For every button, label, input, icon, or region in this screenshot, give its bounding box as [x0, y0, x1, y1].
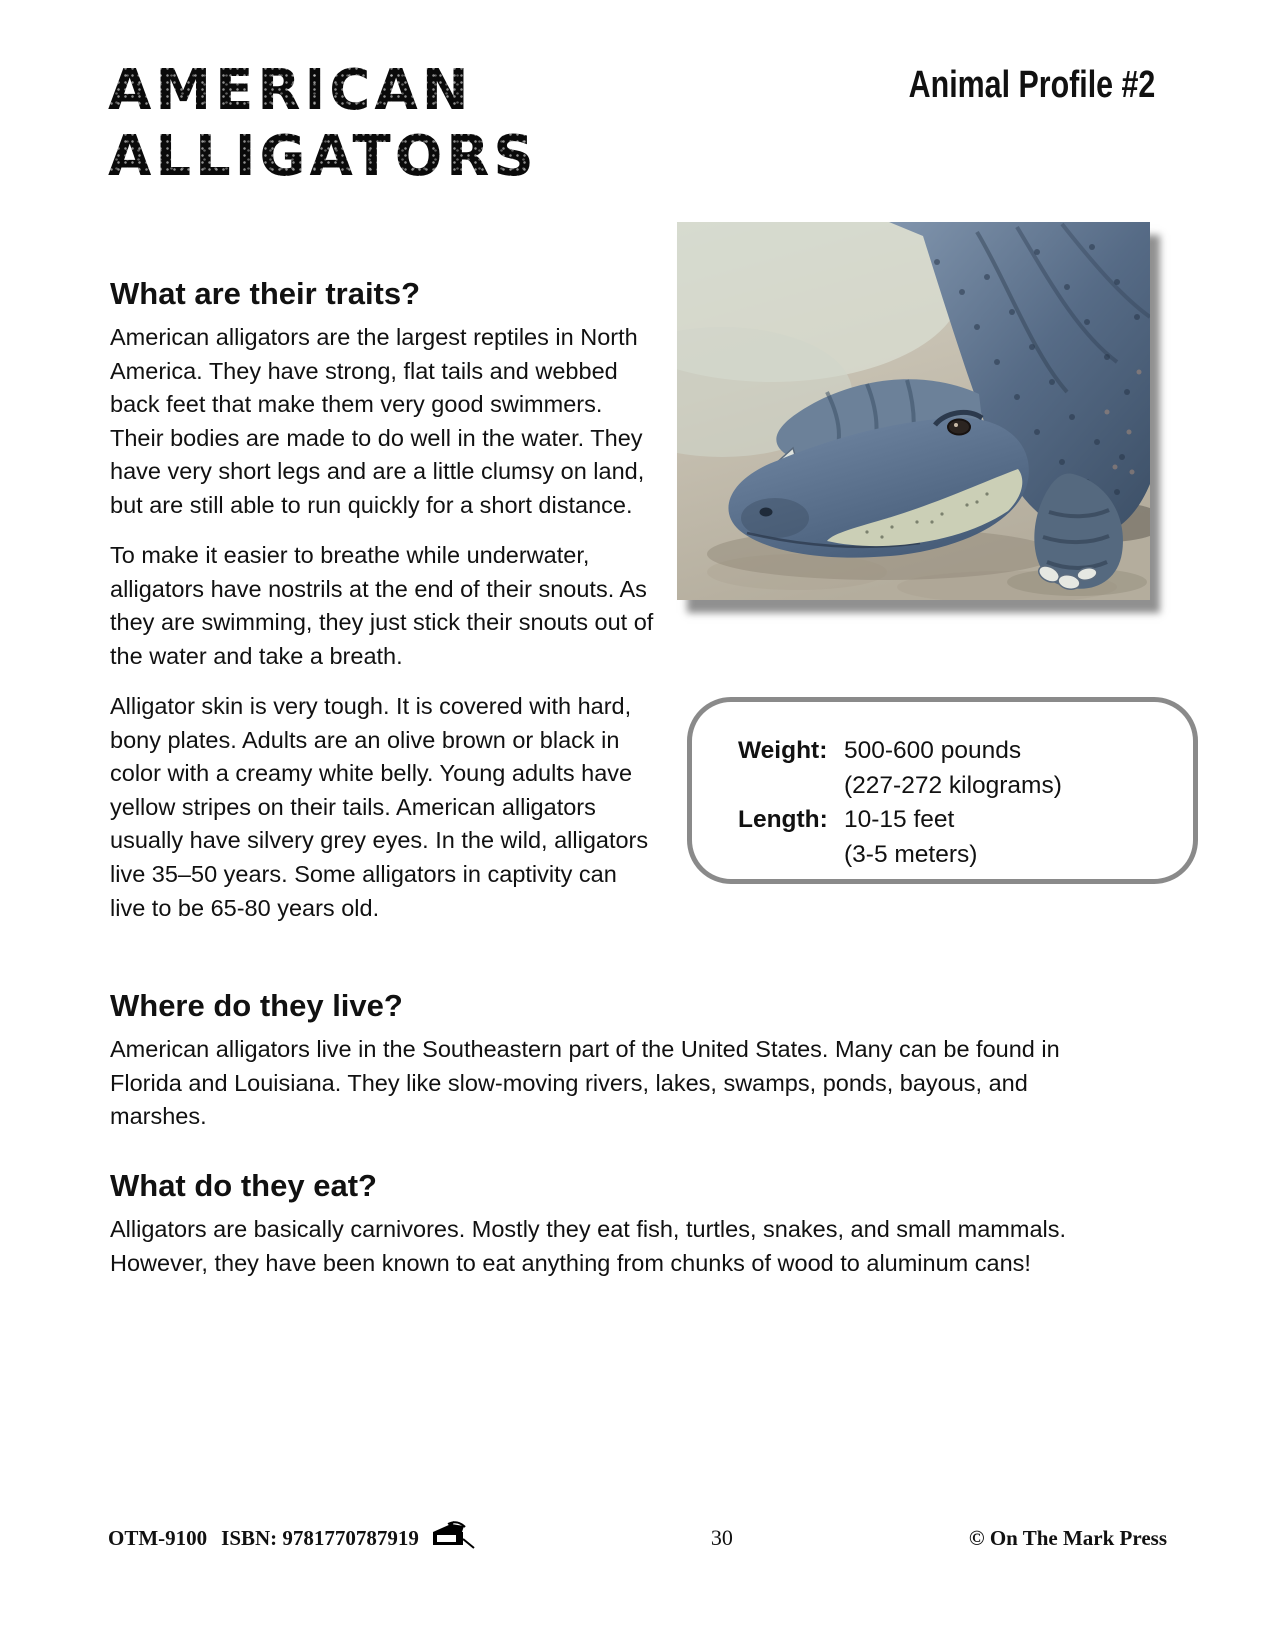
habitat-paragraph: American alligators live in the Southeastern part of the United States. Many can be found in Florida and Louisiana. They like slow-moving rivers, lakes, swamps, ponds, bayous, and marshes.	[110, 1036, 1060, 1130]
page-title-line2: ALLIGATORS	[108, 124, 538, 189]
length-metric: (3-5 meters)	[844, 840, 978, 868]
weight-label: Weight:	[738, 737, 828, 764]
stats-grid	[692, 702, 1193, 872]
weight-value: 500-600 pounds	[844, 737, 1022, 764]
product-code: OTM-9100	[108, 1525, 208, 1550]
traits-paragraph-1: American alligators are the largest reptiles in North America. They have strong, flat tails and webbed back feet that make them very good swimmers. Their bodies are made to do well in the water. They have very short legs and are a little clumsy on land, but are still able to run quickly for a short distance.	[110, 324, 645, 518]
length-label: Length:	[738, 806, 828, 833]
stats-box	[687, 697, 1198, 884]
length-value: 10-15 feet	[844, 806, 955, 833]
page-number: 30	[710, 1525, 733, 1550]
isbn: ISBN: 9781770787919	[221, 1525, 419, 1550]
photocopier-icon	[431, 1520, 475, 1556]
animal-profile-label: Animal Profile #2	[908, 64, 1155, 106]
page-title-line1: AMERICAN	[108, 58, 538, 124]
section-habitat	[110, 988, 1122, 1150]
page-title	[108, 58, 538, 190]
copyright: © On The Mark Press	[968, 1525, 1167, 1550]
alligator-photo	[677, 222, 1150, 600]
diet-heading: What do they eat?	[110, 1168, 377, 1203]
traits-heading: What are their traits?	[110, 276, 421, 311]
page-footer	[108, 1520, 1167, 1556]
habitat-heading: Where do they live?	[110, 988, 403, 1023]
diet-paragraph: Alligators are basically carnivores. Mostly they eat fish, turtles, snakes, and small mammals. However, they have been known to eat anything from chunks of wood to aluminum cans!	[110, 1216, 1067, 1276]
footer-left	[108, 1520, 475, 1556]
section-traits	[110, 276, 655, 942]
alligator-illustration	[677, 222, 1150, 600]
traits-paragraph-3: Alligator skin is very tough. It is covered with hard, bony plates. Adults are an olive brown or black in color with a creamy white belly. Young adults have yellow stripes on their tails. American alligators usually have silvery grey eyes. In the wild, alligators live 35–50 years. Some alligators in captivity can live to be 65-80 years old.	[110, 692, 649, 921]
section-diet	[110, 1168, 1122, 1297]
weight-metric: (227-272 kilograms)	[844, 771, 1062, 799]
traits-paragraph-2: To make it easier to breathe while underwater, alligators have nostrils at the end of their snouts. As they are swimming, they just stick their snouts out of the water and take a breath.	[110, 542, 654, 669]
